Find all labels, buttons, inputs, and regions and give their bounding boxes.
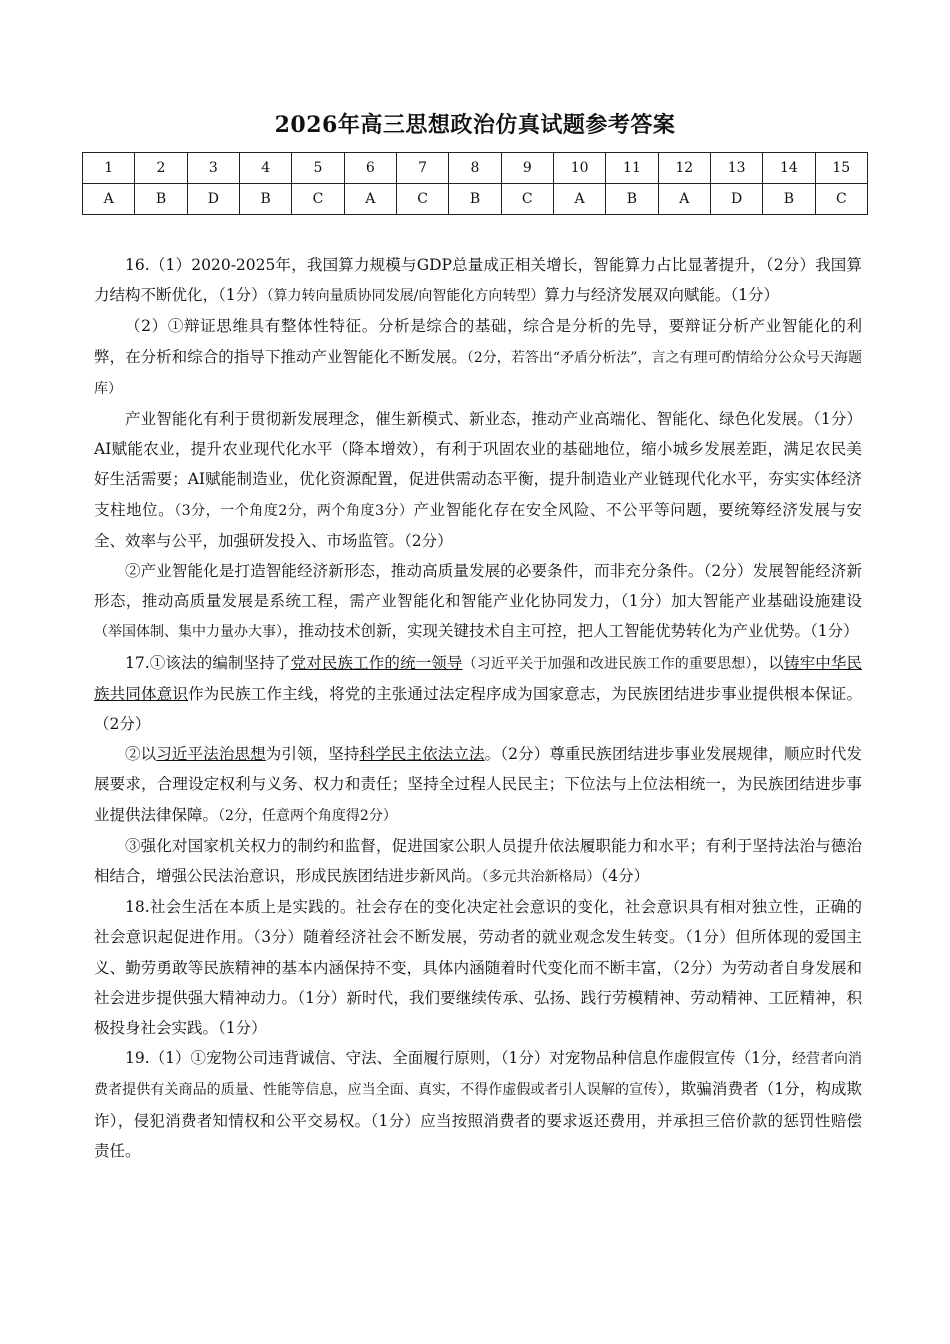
underlined-keyword: 党对民族工作的统一领导 — [290, 653, 463, 672]
answer-text: （4分） — [600, 867, 650, 886]
answer-paragraph — [94, 739, 862, 831]
answer-cell: B — [449, 184, 501, 215]
answer-cell: B — [763, 184, 815, 215]
scoring-note: 经营者向消费者提供有关商品的质量、性能等信息，应当全面、真实，不得作虚假或者引人误解的宣传 — [94, 1051, 862, 1099]
question-number-cell: 12 — [658, 153, 710, 184]
answer-text: 产业智能化有利于贯彻新发展理念，催生新模式、新业态，推动产业高端化、智能化、绿色化发展。（1分）AI赋能农业，提升农业现代化水平（降本增效），有利于巩固农业的基础地位，缩小城乡发展差距，满足农民美好生活需要；AI赋能制造业，优化资源配置，促进供需动态平衡，提升制造业产业链现代化水平，夯实实体经济支柱地位。 — [94, 410, 862, 519]
answer-cell: A — [658, 184, 710, 215]
answer-cell: D — [187, 184, 239, 215]
answer-text: 作为民族工作主线，将党的主张通过法定程序成为国家意志，为民族团结进步事业提供根本保证。（2分） — [94, 684, 862, 734]
question-number-cell: 14 — [763, 153, 815, 184]
answer-text: 17.①该法的编制坚持了 — [125, 653, 291, 672]
answer-cell: C — [292, 184, 344, 215]
answer-text: 为引领，坚持 — [265, 745, 360, 764]
question-number-row — [83, 153, 868, 184]
answer-cell: C — [501, 184, 553, 215]
answer-cell: A — [553, 184, 605, 215]
answer-text: ，推动技术创新，实现关键技术自主可控，把人工智能优势转化为产业优势。（1分） — [283, 622, 859, 641]
answer-text: ②以 — [125, 745, 157, 764]
question-number-cell: 5 — [292, 153, 344, 184]
question-number-cell: 11 — [606, 153, 658, 184]
question-number-cell: 13 — [710, 153, 762, 184]
scoring-note: （举国体制、集中力量办大事） — [94, 624, 283, 641]
answer-text: 产业智能化存在安全风险、不公平等问题，要统筹经济发展与安全、效率与公平，加强研发投入、市场监管。（2分） — [94, 500, 862, 550]
answer-cell: B — [606, 184, 658, 215]
answer-text: ③强化对国家机关权力的制约和监督，促进国家公职人员提升依法履职能力和水平；有利于坚持法治与德治相结合，增强公民法治意识，形成民族团结进步新风尚。 — [94, 836, 862, 886]
answer-paragraph — [94, 1043, 862, 1166]
page-title: 2026年高三思想政治仿真试题参考答案 — [274, 112, 676, 138]
answer-text: 19.（1）①宠物公司违背诚信、守法、全面履行原则，（1分）对宠物品种信息作虚假宣传（1分， — [125, 1049, 792, 1068]
scoring-note: （2分，若答出“矛盾分析法”，言之有理可酌情给分公众号天海题库） — [94, 349, 862, 397]
answer-cell: D — [710, 184, 762, 215]
answer-row — [83, 184, 868, 215]
answer-cell: A — [344, 184, 396, 215]
scoring-note: （2分，任意两个角度得2分） — [218, 807, 397, 824]
question-number-cell: 6 — [344, 153, 396, 184]
scoring-note: （3分，一个角度2分，两个角度3分） — [174, 502, 414, 519]
answer-paragraph — [94, 404, 862, 556]
question-number-cell: 4 — [239, 153, 291, 184]
answer-text: 16.（1）2020-2025年，我国算力规模与GDP总量成正相关增长，智能算力占比显著提升，（2分）我国算力结构不断优化，（1分） — [94, 256, 862, 305]
answer-key-table — [82, 152, 868, 215]
answer-paragraph — [94, 831, 862, 892]
answer-cell: C — [815, 184, 867, 215]
question-number-cell: 10 — [553, 153, 605, 184]
answer-cell: B — [135, 184, 187, 215]
question-number-cell: 15 — [815, 153, 867, 184]
answer-paragraph — [94, 250, 862, 311]
answer-paragraph — [94, 311, 862, 404]
question-number-cell: 1 — [83, 153, 135, 184]
scoring-note: （习近平关于加强和改进民族工作的重要思想） — [462, 655, 753, 672]
underlined-keyword: 铸牢中华民族共同体意识 — [94, 653, 862, 703]
scoring-note: （算力转向量质协同发展/向智能化方向转型） — [266, 288, 545, 305]
answer-paragraph — [94, 556, 862, 648]
answer-paragraph — [94, 892, 862, 1043]
underlined-keyword: 科学民主依法立法 — [359, 745, 485, 764]
answer-cell: C — [396, 184, 448, 215]
answer-text: 算力与经济发展双向赋能。（1分） — [544, 286, 779, 305]
answer-text: （2）①辩证思维具有整体性特征。分析是综合的基础，综合是分析的先导，要辩证分析产业智能化的利弊，在分析和综合的指导下推动产业智能化不断发展。 — [94, 317, 862, 366]
answer-text: 。（2分）尊重民族团结进步事业发展规律，顺应时代发展要求，合理设定权利与义务、权力和责任；坚持全过程人民民主；下位法与上位法相统一，为民族团结进步事业提供法律保障。 — [94, 745, 862, 824]
underlined-keyword: 习近平法治思想 — [156, 745, 266, 764]
answer-explanations — [94, 250, 862, 1166]
question-number-cell: 9 — [501, 153, 553, 184]
answer-text: 18.社会生活在本质上是实践的。社会存在的变化决定社会意识的变化，社会意识具有相对独立性，正确的社会意识起促进作用。（3分）随着经济社会不断发展，劳动者的就业观念发生转变。（1分）但所体现的爱国主义、勤劳勇敢等民族精神的基本内涵保持不变，具体内涵随着时代变化而不断丰富，（2分）为劳动者自身发展和社会进步提供强大精神动力。（1分）新时代，我们要继续传承、弘扬、践行劳模精神、劳动精神、工匠精神，积极投身社会实践。（1分） — [94, 898, 862, 1038]
question-number-cell: 7 — [396, 153, 448, 184]
answer-text: ②产业智能化是打造智能经济新形态，推动高质量发展的必要条件，而非充分条件。（2分）发展智能经济新形态，推动高质量发展是系统工程，需产业智能化和智能产业化协同发力，（1分）加大智能产业基础设施建设 — [94, 562, 862, 611]
scoring-note: （多元共治新格局） — [481, 869, 601, 886]
answer-text: ），欺骗消费者（1分，构成欺诈），侵犯消费者知情权和公平交易权。（1分）应当按照消费者的要求返还费用，并承担三倍价款的惩罚性赔偿责任。 — [94, 1080, 862, 1160]
question-number-cell: 3 — [187, 153, 239, 184]
answer-cell: B — [239, 184, 291, 215]
answer-text: ，以 — [752, 653, 784, 672]
question-number-cell: 8 — [449, 153, 501, 184]
question-number-cell: 2 — [135, 153, 187, 184]
answer-paragraph — [94, 648, 862, 740]
answer-cell: A — [83, 184, 135, 215]
